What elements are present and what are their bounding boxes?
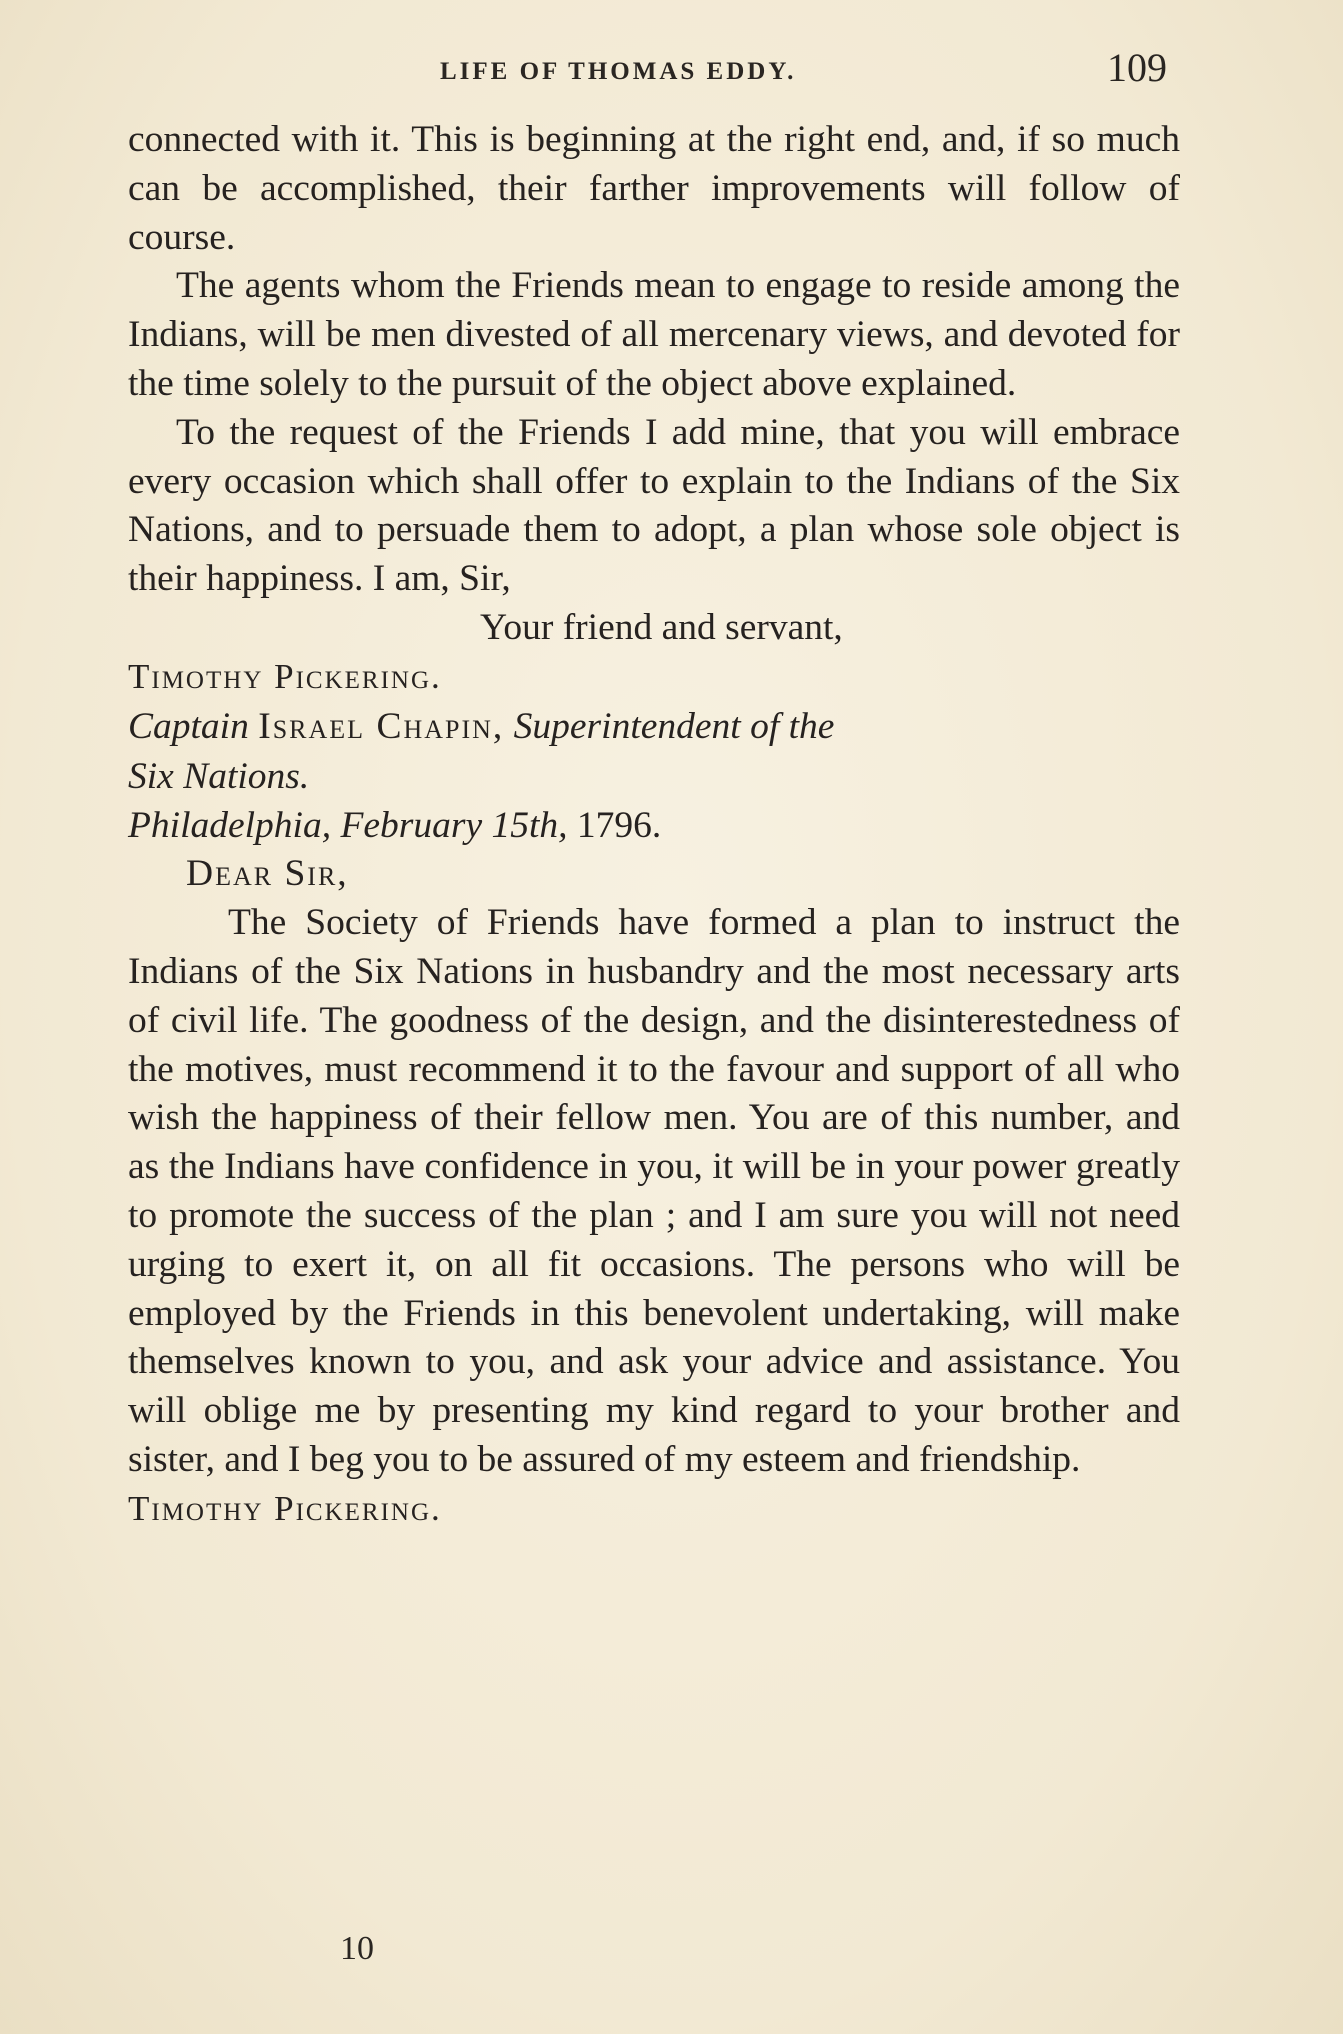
page-body xyxy=(128,116,1180,1534)
letter-closing: Your friend and servant, xyxy=(480,606,843,648)
running-title: LIFE OF THOMAS EDDY. xyxy=(440,58,797,85)
letter-1 xyxy=(128,116,1180,702)
signature-mark: 10 xyxy=(340,1930,374,1967)
address-office-line2: Six Nations. xyxy=(128,755,310,797)
letter-signature: Timothy Pickering. xyxy=(128,656,442,696)
dateline-year: 1796. xyxy=(576,804,662,846)
letter-salutation: Dear Sir, xyxy=(186,853,349,895)
page-header xyxy=(0,40,1343,100)
paragraph-continued: connected with it. This is beginning at the right end, and, if so much can be accomplished, their farther improvements will follow of course. xyxy=(128,119,1180,258)
address-name: Israel Chapin, xyxy=(258,705,505,747)
letter-2 xyxy=(128,702,1180,1534)
dateline-place: Philadelphia, February xyxy=(128,804,483,846)
paragraph: The agents whom the Friends mean to engage to reside among the Indians, will be men divested of all mercenary views, and devoted for the time solely to the pursuit of the object above explained. xyxy=(128,265,1180,404)
dateline-day: 15th, xyxy=(491,804,568,846)
paragraph: To the request of the Friends I add mine, that you will embrace every occasion which shall offer to explain to the Indians of the Six Nations, and to persuade them to adopt, a plan whose sole object is their happiness. I am, Sir, xyxy=(128,411,1180,600)
letter-signature: Timothy Pickering. xyxy=(128,1488,442,1528)
address-title: Captain xyxy=(128,705,249,747)
paragraph: The Society of Friends have formed a plan to instruct the Indians of the Six Nations in husbandry and the most necessary arts of civil life. The goodness of the design, and the disinterestedness of the motives, must recommend it to the favour and support of all who wish the happiness of their fellow men. You are of this number, and as the Indians have confidence in you, it will be in your power greatly to promote the success of the plan ; and I am sure you will not need urging to exert it, on all fit occasions. The persons who will be employed by the Friends in this benevolent undertaking, will make themselves known to you, and ask your advice and assistance. You will oblige me by presenting my kind regard to your brother and sister, and I beg you to be assured of my esteem and friendship. xyxy=(128,902,1180,1480)
address-office: Superintendent of the xyxy=(513,705,835,747)
page-number: 109 xyxy=(1107,45,1167,90)
letter-dateline xyxy=(128,802,1180,851)
letter-address xyxy=(128,702,1180,802)
